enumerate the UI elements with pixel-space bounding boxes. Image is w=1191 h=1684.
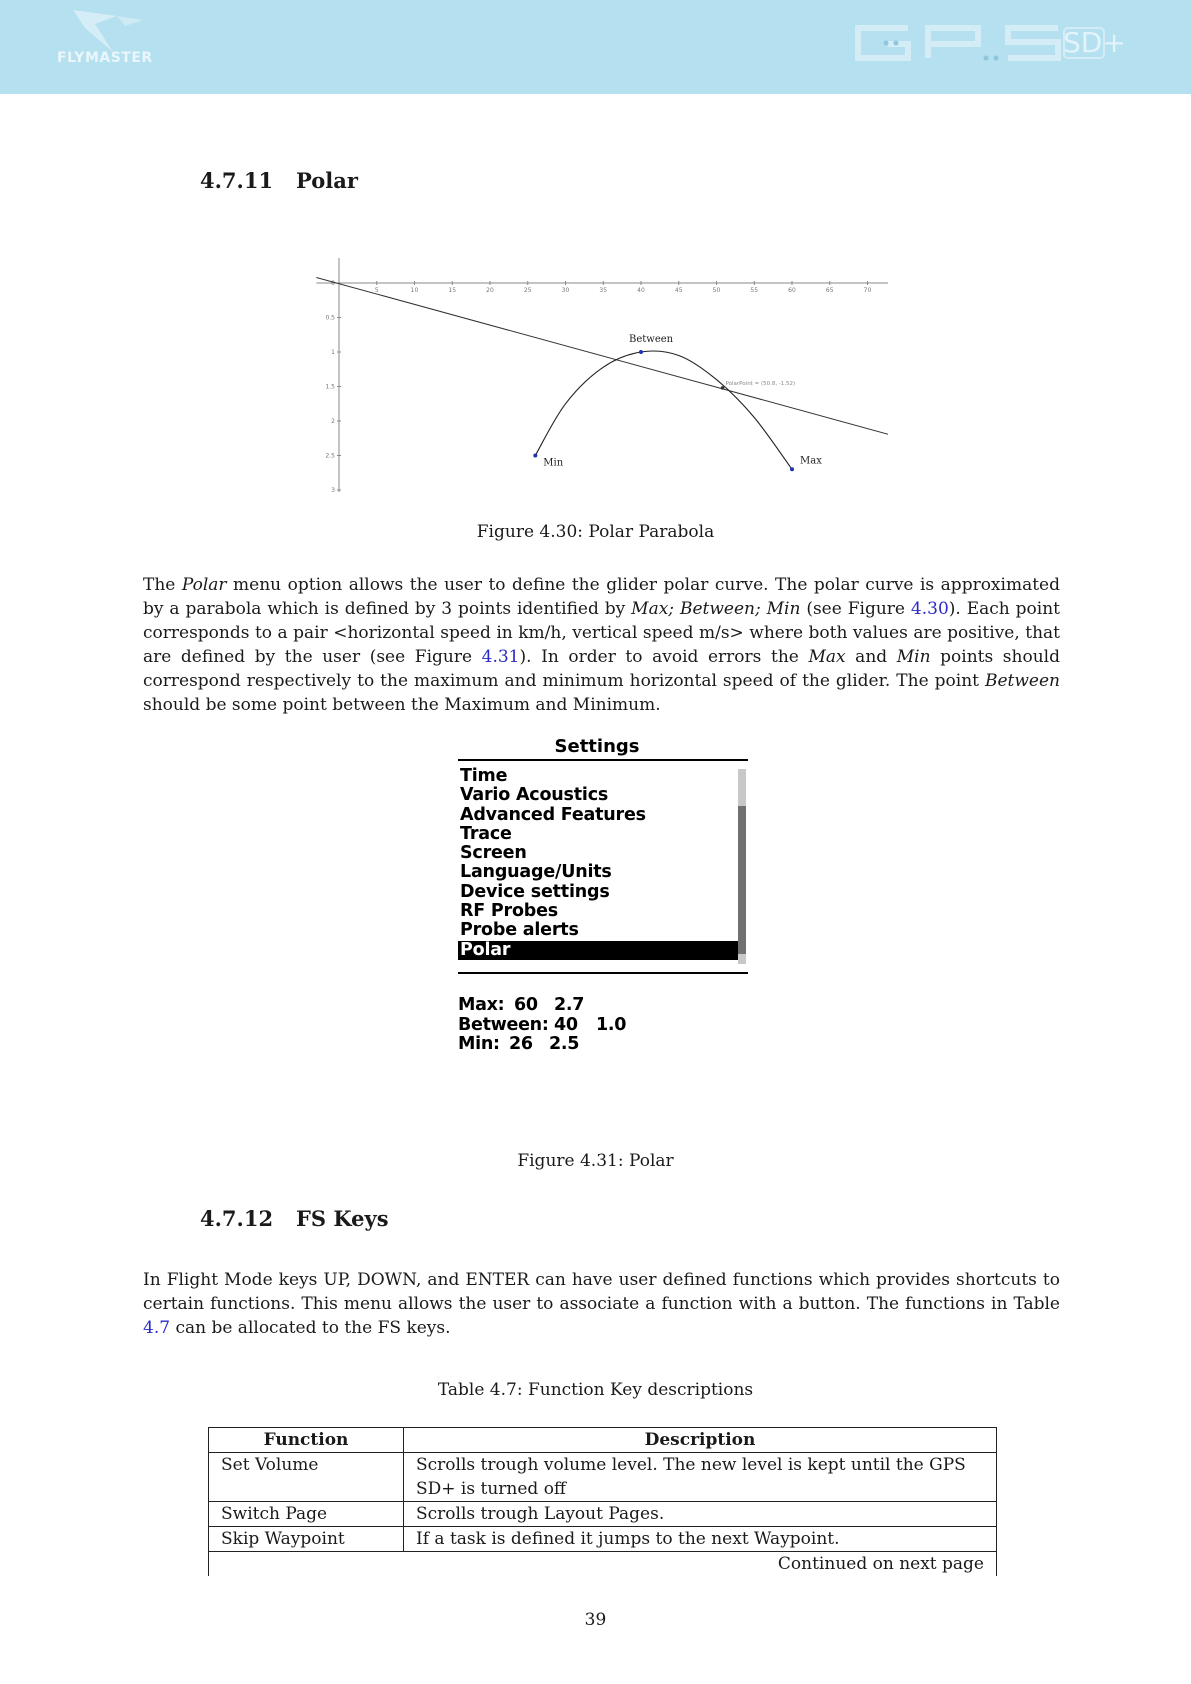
- polar-value-label: Max:: [458, 995, 505, 1015]
- device-title: Settings: [554, 736, 640, 757]
- table-ref-4-7[interactable]: 4.7: [143, 1318, 171, 1338]
- x-tick-label: 5: [374, 287, 379, 294]
- section-title: Polar: [296, 168, 358, 193]
- polar-sink-value: 2.7: [554, 995, 585, 1015]
- device-menu-item[interactable]: Probe alerts: [460, 920, 579, 941]
- polar-speed-value: 60: [514, 995, 538, 1015]
- polar-value-label: Min:: [458, 1034, 500, 1054]
- figure-4-31-caption: Figure 4.31: Polar: [517, 1151, 674, 1171]
- x-tick-label: 15: [448, 287, 457, 294]
- device-settings-screen: [452, 734, 752, 1064]
- section-heading-fs-keys: [200, 1206, 389, 1231]
- x-tick-label: 55: [750, 287, 759, 294]
- x-tick-label: 25: [523, 287, 532, 294]
- device-menu-item[interactable]: Polar: [458, 941, 738, 960]
- polar-speed-value: 40: [554, 1014, 578, 1035]
- point-label: Max: [800, 455, 822, 467]
- polar-speed-value: 26: [509, 1034, 533, 1054]
- polar-values: [458, 996, 748, 1055]
- table-cell: Switch Page: [209, 1502, 404, 1527]
- device-menu-item[interactable]: Vario Acoustics: [460, 785, 609, 806]
- device-menu-item[interactable]: Language/Units: [460, 862, 612, 883]
- x-tick-label: 40: [637, 287, 645, 294]
- brand-left: FLYMASTER: [57, 50, 153, 66]
- table-header-row: [209, 1428, 997, 1453]
- device-menu-item[interactable]: Time: [460, 766, 508, 786]
- device-menu-item[interactable]: Screen: [460, 843, 527, 864]
- brand-right: SD+: [1063, 26, 1126, 59]
- point-label: Min: [543, 457, 564, 469]
- table-cell: Scrolls trough Layout Pages.: [404, 1502, 997, 1527]
- section-number: 4.7.11: [200, 168, 274, 193]
- polar-parabola-chart: [316, 255, 888, 495]
- table-continued-note: Continued on next page: [209, 1552, 997, 1577]
- table-cell: If a task is defined it jumps to the next Waypoint.: [404, 1527, 997, 1552]
- device-menu-item[interactable]: Advanced Features: [460, 804, 646, 825]
- device-menu-item[interactable]: RF Probes: [460, 901, 559, 922]
- section-heading-polar: [200, 168, 358, 193]
- device-settings-menu: [458, 767, 748, 960]
- table-row: [209, 1527, 997, 1552]
- table-cell: Scrolls trough volume level. The new level is kept until the GPS SD+ is turned off: [404, 1453, 997, 1502]
- device-divider: [458, 759, 748, 761]
- figure-ref-4-30[interactable]: 4.30: [910, 599, 949, 619]
- x-tick-label: 45: [674, 287, 683, 294]
- x-tick-label: 50: [712, 287, 721, 294]
- polar-description-paragraph: The Polar menu option allows the user to define the glider polar curve. The polar curve is approximated by a parabola which is defined by 3 points identified by Max; Between; Min (see Figure 4.30). Each point corresponds to a pair <horizontal speed in km/h, vertical speed m/s> where both values are positive, that are defined by the user (see Figure 4.31). In order to avoid errors the Max and Min points should correspond respectively to the maximum and minimum horizontal speed of the glider. The point Between should be some point between the Maximum and Minimum.: [143, 575, 1060, 715]
- table-row: [209, 1453, 997, 1502]
- page-number: 39: [584, 1610, 607, 1630]
- x-tick-label: 10: [410, 287, 419, 294]
- y-tick-label: 2: [331, 418, 335, 425]
- section-number: 4.7.12: [200, 1206, 274, 1231]
- polar-point: [639, 350, 643, 354]
- section-title: FS Keys: [296, 1206, 389, 1231]
- polar-value-label: Between:: [458, 1014, 549, 1035]
- y-tick-label: 1: [331, 349, 335, 356]
- polar-value-row: [458, 996, 748, 1016]
- polar-point: [790, 467, 794, 471]
- column-header: Description: [404, 1428, 997, 1453]
- x-tick-label: 65: [825, 287, 834, 294]
- y-tick-label: 0.5: [325, 314, 335, 322]
- device-menu-item[interactable]: Device settings: [460, 881, 610, 902]
- polar-point: [533, 454, 537, 458]
- y-tick-label: 1.5: [325, 383, 335, 391]
- table-4-7-caption: Table 4.7: Function Key descriptions: [437, 1380, 754, 1400]
- polar-tangent-point: [721, 386, 725, 390]
- polar-curve: [535, 351, 792, 469]
- table-row: [209, 1502, 997, 1527]
- x-tick-label: 60: [788, 287, 796, 294]
- polar-sink-value: 2.5: [549, 1034, 580, 1054]
- table-cell: Skip Waypoint: [209, 1527, 404, 1552]
- polar-sink-value: 1.0: [596, 1014, 627, 1035]
- y-tick-label: 0: [331, 280, 335, 287]
- tangent-line: [316, 277, 888, 434]
- point-label: Between: [629, 334, 674, 345]
- table-continued-row: [209, 1552, 997, 1577]
- figure-4-30-caption: Figure 4.30: Polar Parabola: [476, 522, 715, 542]
- polar-value-row: [458, 1016, 748, 1036]
- figure-ref-4-31[interactable]: 4.31: [481, 647, 520, 667]
- fs-keys-paragraph: In Flight Mode keys UP, DOWN, and ENTER can have user defined functions which provides shortcuts to certain functions. This menu allows the user to associate a function with a button. The functions in Table 4.7 can be allocated to the FS keys.: [143, 1270, 1060, 1338]
- x-tick-label: 35: [599, 287, 608, 294]
- polar-value-row: [458, 1035, 748, 1055]
- y-tick-label: 2.5: [325, 452, 335, 460]
- x-tick-label: 30: [561, 287, 570, 294]
- x-tick-label: 20: [486, 287, 494, 294]
- polar-point-annotation: PolarPoint = (50.8, -1.52): [725, 380, 796, 387]
- x-tick-label: 70: [863, 287, 872, 294]
- device-menu-item[interactable]: Trace: [460, 823, 512, 844]
- y-tick-label: 3: [331, 487, 335, 494]
- column-header: Function: [209, 1428, 404, 1453]
- table-cell: Set Volume: [209, 1453, 404, 1502]
- header-banner: [0, 0, 1191, 94]
- device-scrollbar-thumb: [738, 806, 746, 954]
- function-key-table: [208, 1427, 997, 1576]
- device-divider: [458, 972, 748, 974]
